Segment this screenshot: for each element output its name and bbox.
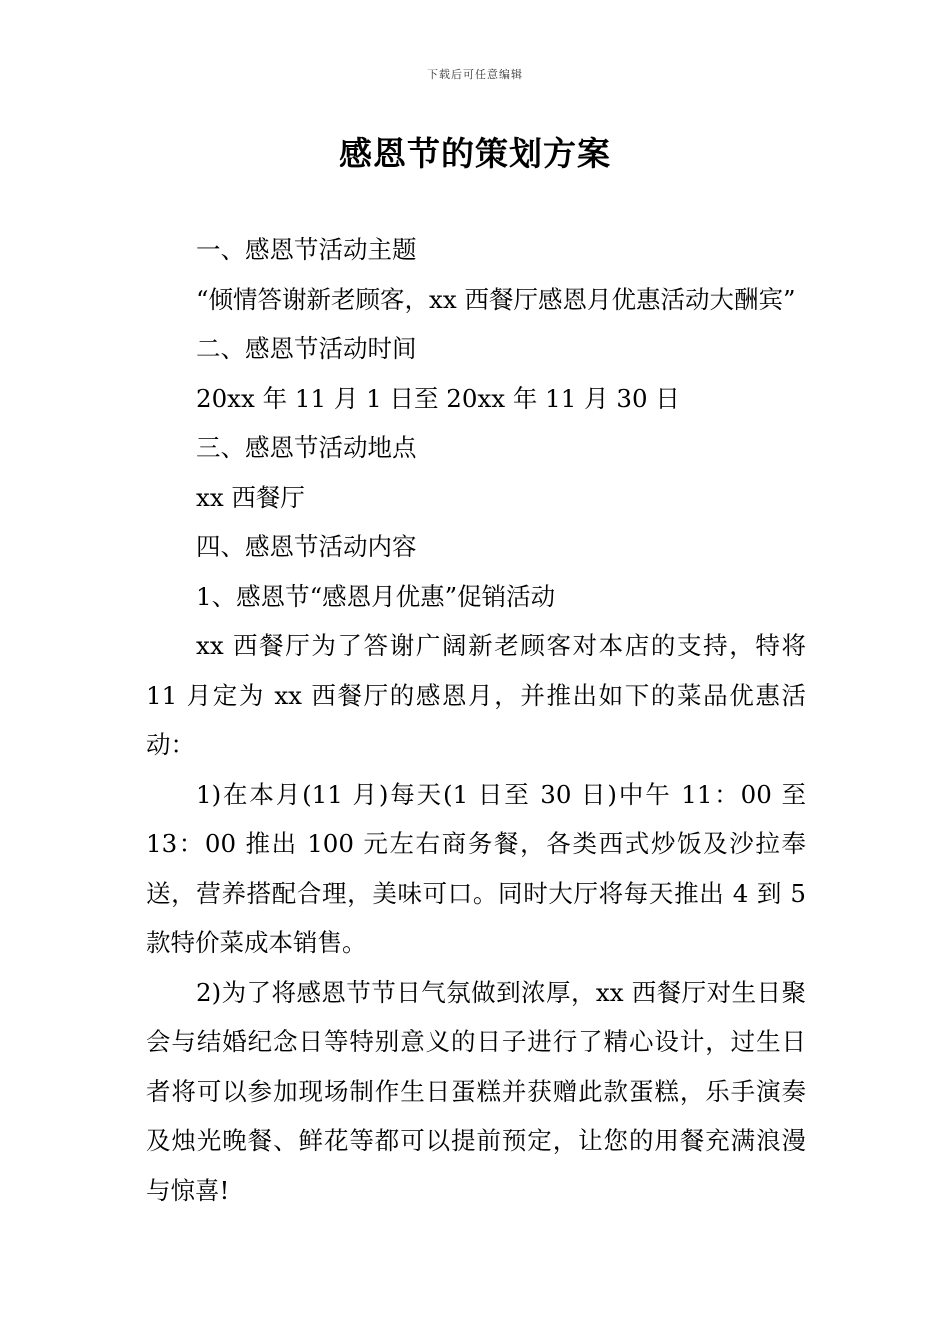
section-heading-time: 二、感恩节活动时间	[196, 334, 417, 363]
event-time: 20xx 年 11 月 1 日至 20xx 年 11 月 30 日	[196, 383, 680, 413]
document-body	[146, 225, 806, 1215]
event-location: xx 西餐厅	[196, 482, 305, 512]
section-heading-location: 三、感恩节活动地点	[196, 433, 417, 462]
promotion-item-2: 2)为了将感恩节节日气氛做到浓厚，xx 西餐厅对生日聚会与结婚纪念日等特别意义的日子进行了精心设计，过生日者将可以参加现场制作生日蛋糕并获赠此款蛋糕，乐手演奏及烛光晚餐、鲜花等都可以提前预定，让您的用餐充满浪漫与惊喜!	[146, 977, 806, 1205]
subsection-heading-promotion: 1、感恩节“感恩月优惠”促销活动	[196, 581, 556, 611]
section-heading-content: 四、感恩节活动内容	[196, 532, 417, 561]
section-heading-theme: 一、感恩节活动主题	[196, 235, 417, 264]
header-note: 下载后可任意编辑	[427, 68, 523, 81]
promotion-item-1: 1)在本月(11 月)每天(1 日至 30 日)中午 11：00 至 13：00 推出 100 元左右商务餐，各类西式炒饭及沙拉奉送，营养搭配合理，美味可口。同时大厅将每天推出 4 到 5 款特价菜成本销售。	[146, 779, 806, 957]
promotion-intro: xx 西餐厅为了答谢广阔新老顾客对本店的支持，特将 11 月定为 xx 西餐厅的感恩月，并推出如下的菜品优惠活动：	[146, 631, 806, 759]
document-title: 感恩节的策划方案	[339, 134, 611, 173]
theme-slogan: “倾情答谢新老顾客，xx 西餐厅感恩月优惠活动大酬宾”	[196, 284, 796, 314]
